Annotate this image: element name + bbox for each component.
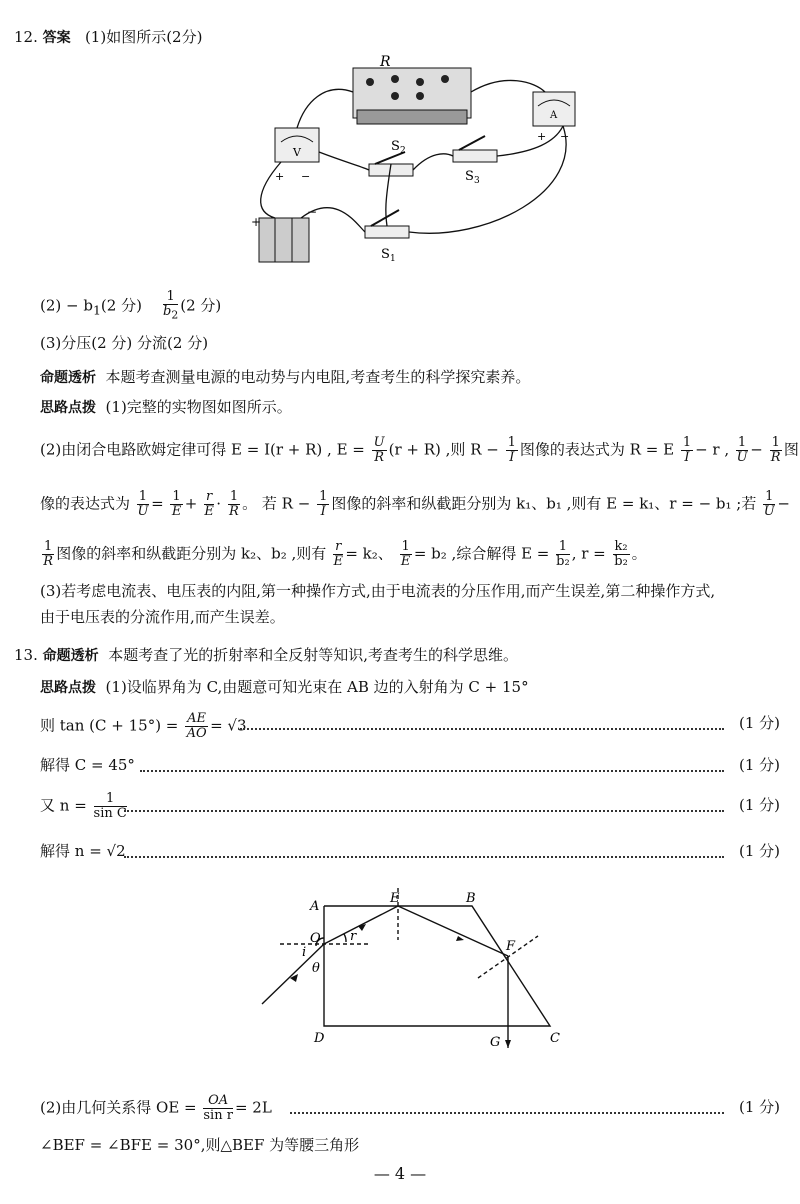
svg-text:3: 3 [474, 176, 480, 186]
label-B: B [466, 891, 476, 906]
q12-hint3: 像的表达式为 $\frac{1}{U}$ = $\frac{1}{E}$ + $\frac{r}{E}$ · $\frac{1}{R}$ 。 若 R − $\frac{1}{I}$ 图像的斜率和纵截距分别为 k₁、b₁ ,则有 E = k₁、r = − b₁ ;若 $\frac{1}{U}$ − [40, 489, 790, 519]
svg-text:1: 1 [390, 254, 396, 264]
leader-dots [290, 1112, 724, 1114]
q12-part2: $(2) - b_1(2$ 分) $\frac{1}{b_2}$ (2 分) [40, 289, 222, 322]
label-theta: θ [312, 961, 320, 976]
label-A: A [310, 899, 320, 914]
q12-part3: (3)分压(2 分) 分流(2 分) [40, 334, 209, 352]
leader-dots [140, 770, 724, 772]
q12-header [14, 26, 202, 49]
label-r: r [350, 929, 357, 944]
leader-dots [124, 856, 724, 858]
label-minus: − [301, 170, 311, 183]
label-C: C [550, 1031, 560, 1046]
circuit-figure [245, 52, 585, 272]
q13-eq1: 则 tan (C + 15°) = $\frac{AE}{AO}$ = √3 [40, 711, 247, 741]
q12-hint6: 由于电压表的分流作用,而产生误差。 [40, 608, 285, 626]
label-R: R [380, 54, 391, 70]
q12-hint5: (3)若考虑电流表、电压表的内阻,第一种操作方式,由于电流表的分压作用,而产生误差,第二种操作方式, [40, 582, 716, 600]
q12-hint4: $\frac{1}{R}$ 图像的斜率和纵截距分别为 k₂、b₂ ,则有 $\frac{r}{E}$ = k₂、 $\frac{1}{E}$ = b₂ ,综合解得 E = $\frac{1}{\text{b₂}}$ , r = $\frac{\text{k₂}}{\text{b₂}}$ 。 [43, 539, 647, 569]
label-O: O [310, 931, 321, 946]
switch-S1-icon [365, 210, 409, 264]
q12-hint: 思路点拨 (1)完整的实物图如图所示。 [40, 398, 292, 416]
svg-text:+: + [251, 215, 262, 229]
label-V: V [293, 146, 301, 159]
leader-dots [240, 728, 724, 730]
svg-text:S: S [391, 139, 400, 154]
q13-header: 13. 命题透析 本题考查了光的折射率和全反射等知识,考查考生的科学思维。 [14, 646, 518, 664]
svg-text:S: S [465, 169, 474, 184]
points-label: (1 分) [738, 714, 780, 732]
q13-hint: 思路点拨 (1)设临界角为 C,由题意可知光束在 AB 边的入射角为 C + 15° [40, 678, 529, 696]
label-G: G [490, 1035, 501, 1050]
answer-tag: 答案 [42, 30, 71, 46]
switch-S3-icon [453, 136, 497, 186]
voltmeter-icon [275, 128, 319, 183]
resistance-box-icon [353, 54, 471, 124]
q13-eq4: 解得 n = √2 [40, 842, 126, 860]
label-F: F [506, 939, 516, 954]
q13-part2: (2)由几何关系得 OE = $\frac{OA}{\text{sin r}}$ = 2L [40, 1093, 272, 1123]
q13-last-line: ∠BEF = ∠BFE = 30°,则△BEF 为等腰三角形 [40, 1136, 360, 1154]
q12-hint2: (2)由闭合电路欧姆定律可得 E = I(r + R) , E = $\frac{U}{R}$ (r + R) ,则 R − $\frac{1}{I}$ 图像的表达式为 R = E $\frac{1}{I}$ − r , $\frac{1}{U}$ − $\frac{1}{R}$ 图 [40, 435, 799, 465]
leader-dots [124, 810, 724, 812]
svg-text:−: − [560, 130, 570, 143]
svg-text:−: − [307, 205, 318, 219]
q13-eq3: 又 n = $\frac{1}{\text{sin C}}$ [40, 791, 127, 821]
label-A: A [550, 110, 558, 121]
page-number: — 4 — [373, 1164, 427, 1183]
q13-eq2: 解得 C = 45° [40, 756, 135, 774]
svg-text:2: 2 [400, 146, 406, 156]
label-plus: + [275, 170, 285, 183]
label-D: D [314, 1031, 325, 1046]
q12-part1: (1)如图所示(2分) [84, 28, 203, 46]
label-i: i [302, 945, 307, 960]
question-number: 12. [14, 28, 38, 46]
switch-S2-icon [369, 139, 413, 176]
fraction: $\frac{1}{b_2}$ [163, 289, 179, 322]
ammeter-icon [533, 92, 575, 143]
label-E: E [390, 891, 400, 906]
q12-intent: 命题透析 本题考查测量电源的电动势与内电阻,考查考生的科学探究素养。 [40, 368, 531, 386]
prism-figure [250, 880, 560, 1060]
svg-text:+: + [537, 130, 547, 143]
svg-text:S: S [381, 247, 390, 262]
